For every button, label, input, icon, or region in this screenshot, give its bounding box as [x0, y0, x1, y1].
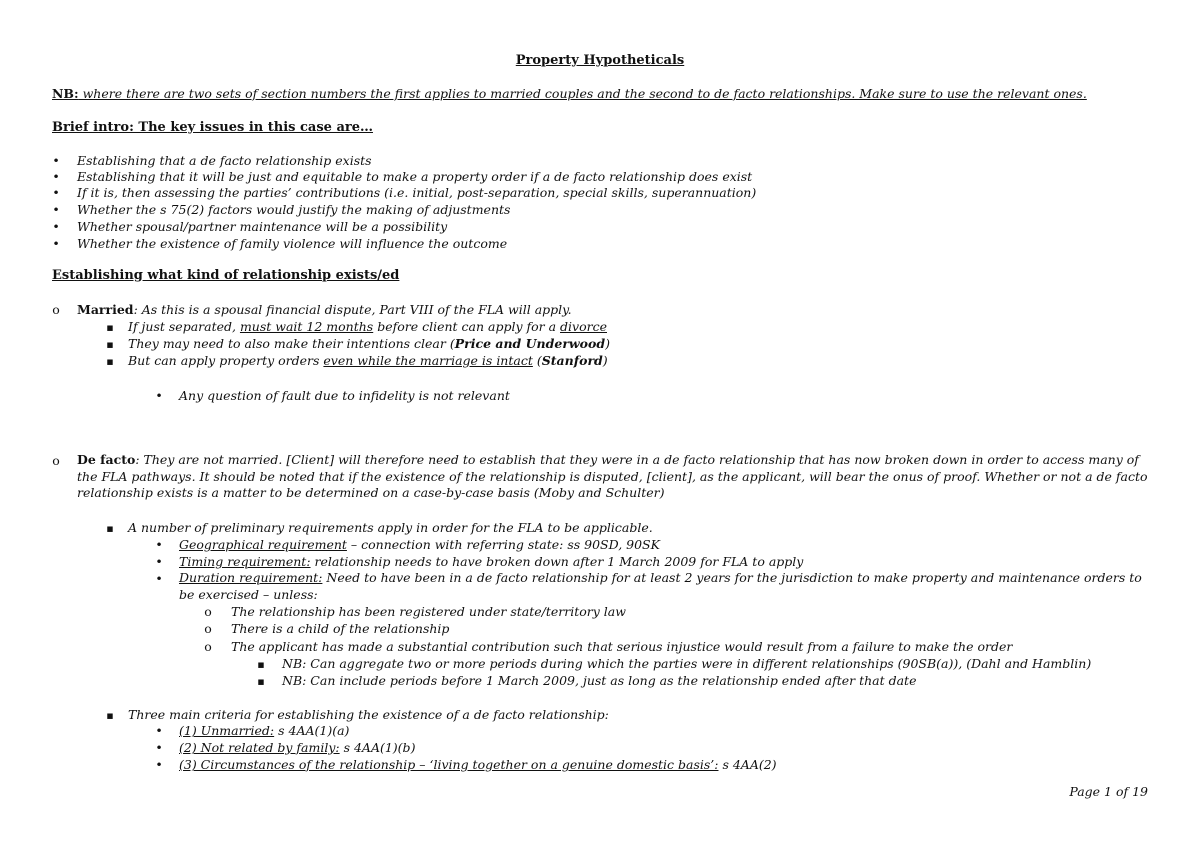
bullet-icon: [153, 740, 165, 755]
text-run: must wait 12 months: [239, 319, 374, 334]
bullet-icon: [153, 723, 165, 738]
square-bullet-icon: [104, 353, 116, 368]
exception-item: There is a child of the relationship: [231, 621, 450, 636]
list-item: Whether the existence of family violence will influence the outcome: [77, 236, 508, 251]
bullet-icon: [153, 554, 165, 569]
bullet-icon: [50, 219, 62, 234]
circle-bullet-icon: [202, 621, 214, 636]
square-bullet-icon: [104, 319, 116, 334]
bullet-icon: [50, 202, 62, 217]
text-run: even while the marriage is intact: [323, 353, 533, 368]
list-item: Establishing that it will be just and equitable to make a property order if a de facto relationship does exist: [77, 169, 753, 184]
timing-requirement: [179, 554, 803, 570]
square-bullet-icon: [104, 336, 116, 351]
requirement-text: Need to have been in a de facto relationship for at least 2 years for the jurisdiction to make property and maintenance orders to be exercised – unless:: [179, 570, 1142, 602]
page-title: Property Hypotheticals: [515, 53, 685, 68]
text-run: ): [605, 336, 610, 351]
case-name: Stanford: [541, 353, 603, 368]
case-name: Price and Underwood: [454, 336, 606, 351]
exception-item: The relationship has been registered under state/territory law: [231, 604, 626, 619]
list-item: Whether spousal/partner maintenance will be a possibility: [77, 219, 448, 234]
married-text: : As this is a spousal financial dispute, Part VIII of the FLA will apply.: [133, 302, 572, 317]
criteria-text: s 4AA(1)(a): [274, 723, 350, 738]
text-run: ): [602, 353, 608, 368]
text-run: before client can apply for a: [373, 319, 561, 334]
bullet-icon: [50, 185, 62, 200]
criteria-text: s 4AA(1)(b): [339, 740, 416, 755]
page-number: Page 1 of 19: [1069, 784, 1148, 799]
prelim-item: A number of preliminary requirements apply in order for the FLA to be applicable.: [128, 520, 653, 535]
intro-heading: Brief intro: The key issues in this case are…: [52, 120, 373, 135]
text-run: But can apply property orders: [128, 353, 324, 368]
duration-requirement: [179, 570, 1154, 603]
criteria-label: (2) Not related by family:: [179, 740, 340, 755]
bullet-icon: [153, 757, 165, 772]
requirement-label: Duration requirement:: [179, 570, 323, 585]
requirement-label: Timing requirement:: [179, 554, 311, 569]
bullet-icon: [153, 537, 165, 552]
bullet-icon: [153, 388, 165, 403]
circle-bullet-icon: [50, 453, 62, 468]
text-run: They may need to also make their intentions clear (: [128, 336, 455, 351]
nb-note: [52, 86, 1087, 102]
note-item: NB: Can include periods before 1 March 2009, just as long as the relationship ended after that date: [282, 673, 917, 688]
bullet-icon: [50, 153, 62, 168]
circle-bullet-icon: [202, 604, 214, 619]
married-item: [77, 302, 572, 318]
text-run: If just separated,: [128, 319, 240, 334]
criteria-item: [179, 740, 415, 756]
list-item: Establishing that a de facto relationship exists: [77, 153, 372, 168]
criteria-intro: Three main criteria for establishing the existence of a de facto relationship:: [128, 707, 609, 722]
nb-text: where there are two sets of section numbers the first applies to married couples and the second to de facto relationships. Make sure to use the relevant ones.: [78, 86, 1087, 101]
bullet-icon: [153, 571, 165, 586]
bullet-icon: [50, 236, 62, 251]
criteria-item: [179, 757, 777, 773]
list-item: If it is, then assessing the parties’ contributions (i.e. initial, post-separation, special skills, superannuation): [77, 185, 757, 200]
geo-requirement: [179, 537, 660, 553]
defacto-text: : They are not married. [Client] will therefore need to establish that they were in a de facto relationship that has now broken down in order to access many of the FLA pathways. It should be noted that if the existence of the relationship is disputed, [client], as the applicant, will bear the onus of proof. Whether or not a de facto relationship exists is a matter to be determined on a case-by-case basis (Moby and Schulter): [77, 452, 1148, 500]
square-bullet-icon: [255, 656, 267, 671]
requirement-text: relationship needs to have broken down after 1 March 2009 for FLA to apply: [310, 554, 804, 569]
married-sub-item: [128, 336, 610, 352]
text-run: (: [532, 353, 542, 368]
square-bullet-icon: [104, 707, 116, 722]
nb-label: NB:: [52, 86, 79, 101]
fault-item: Any question of fault due to infidelity is not relevant: [179, 388, 510, 403]
requirement-text: – connection with referring state: ss 90SD, 90SK: [346, 537, 660, 552]
criteria-item: [179, 723, 349, 739]
square-bullet-icon: [255, 673, 267, 688]
circle-bullet-icon: [50, 302, 62, 317]
married-sub-item: [128, 353, 608, 369]
defacto-label: De facto: [77, 452, 136, 467]
list-item: Whether the s 75(2) factors would justify the making of adjustments: [77, 202, 511, 217]
bullet-icon: [50, 169, 62, 184]
defacto-item: [77, 452, 1157, 502]
criteria-label: (1) Unmarried:: [179, 723, 275, 738]
note-item: NB: Can aggregate two or more periods during which the parties were in different relationships (90SB(a)), (Dahl and Hamblin): [282, 656, 1092, 671]
criteria-label: (3) Circumstances of the relationship – ‘living together on a genuine domestic basis’:: [179, 757, 719, 772]
exception-item: The applicant has made a substantial contribution such that serious injustice would result from a failure to make the order: [231, 639, 1013, 654]
circle-bullet-icon: [202, 639, 214, 654]
requirement-label: Geographical requirement: [179, 537, 347, 552]
married-label: Married: [77, 302, 134, 317]
text-run: divorce: [560, 319, 607, 334]
relationship-heading: Establishing what kind of relationship exists/ed: [52, 268, 400, 283]
criteria-text: s 4AA(2): [718, 757, 777, 772]
married-sub-item: [128, 319, 607, 335]
square-bullet-icon: [104, 520, 116, 535]
